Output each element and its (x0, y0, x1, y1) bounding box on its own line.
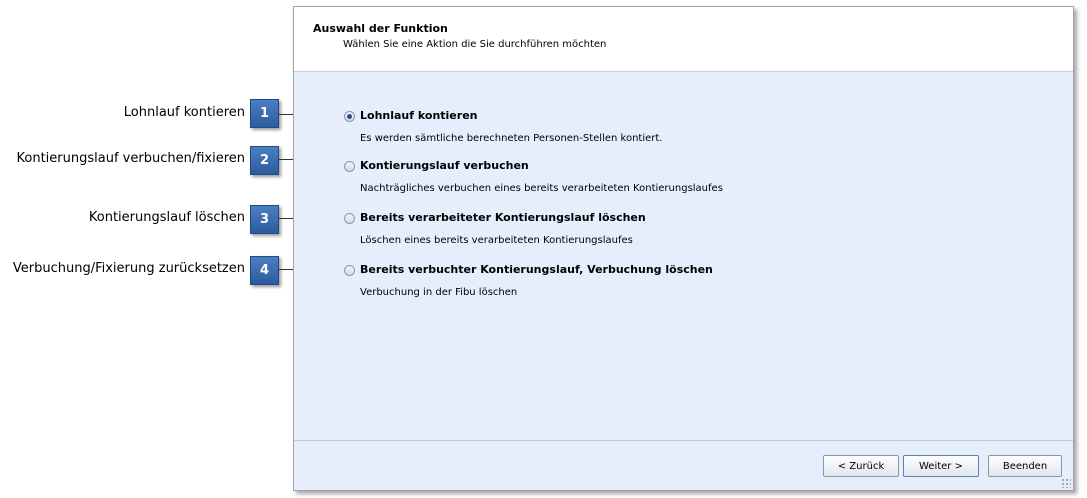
wizard-subtitle: Wählen Sie eine Aktion die Sie durchführen möchten (343, 39, 607, 50)
wizard-footer (294, 440, 1073, 490)
resize-grip-icon[interactable] (1061, 478, 1071, 488)
radio-verbuchung-loeschen[interactable] (344, 265, 355, 276)
radio-kontierungslauf-verbuchen[interactable] (344, 161, 355, 172)
radio-lohnlauf-kontieren[interactable] (344, 111, 355, 122)
callout-1-badge: 1 (250, 99, 279, 128)
callout-3-text: Kontierungslauf löschen (88, 210, 245, 225)
option-description: Nachträgliches verbuchen eines bereits verarbeiteten Kontierungslaufes (360, 183, 723, 194)
option-label[interactable]: Bereits verarbeiteter Kontierungslauf löschen (360, 211, 646, 224)
next-button[interactable]: Weiter > (903, 455, 979, 477)
callout-1-text: Lohnlauf kontieren (123, 105, 245, 120)
option-description: Löschen eines bereits verarbeiteten Kontierungslaufes (360, 235, 633, 246)
option-label[interactable]: Lohnlauf kontieren (360, 109, 478, 122)
wizard-title: Auswahl der Funktion (313, 22, 448, 35)
radio-kontierungslauf-loeschen[interactable] (344, 213, 355, 224)
wizard-dialog (293, 6, 1074, 491)
callout-3-badge: 3 (250, 205, 279, 234)
back-button[interactable]: < Zurück (823, 455, 899, 477)
finish-button[interactable]: Beenden (988, 455, 1062, 477)
option-label[interactable]: Kontierungslauf verbuchen (360, 159, 529, 172)
wizard-header (294, 7, 1073, 72)
callout-4-badge: 4 (250, 256, 279, 285)
option-description: Verbuchung in der Fibu löschen (360, 287, 518, 298)
option-list (294, 72, 1073, 440)
option-description: Es werden sämtliche berechneten Personen-Stellen kontiert. (360, 133, 663, 144)
callout-2-text: Kontierungslauf verbuchen/fixieren (16, 151, 245, 166)
option-label[interactable]: Bereits verbuchter Kontierungslauf, Verbuchung löschen (360, 263, 713, 276)
callout-2-badge: 2 (250, 146, 279, 175)
callout-4-text: Verbuchung/Fixierung zurücksetzen (12, 261, 245, 276)
